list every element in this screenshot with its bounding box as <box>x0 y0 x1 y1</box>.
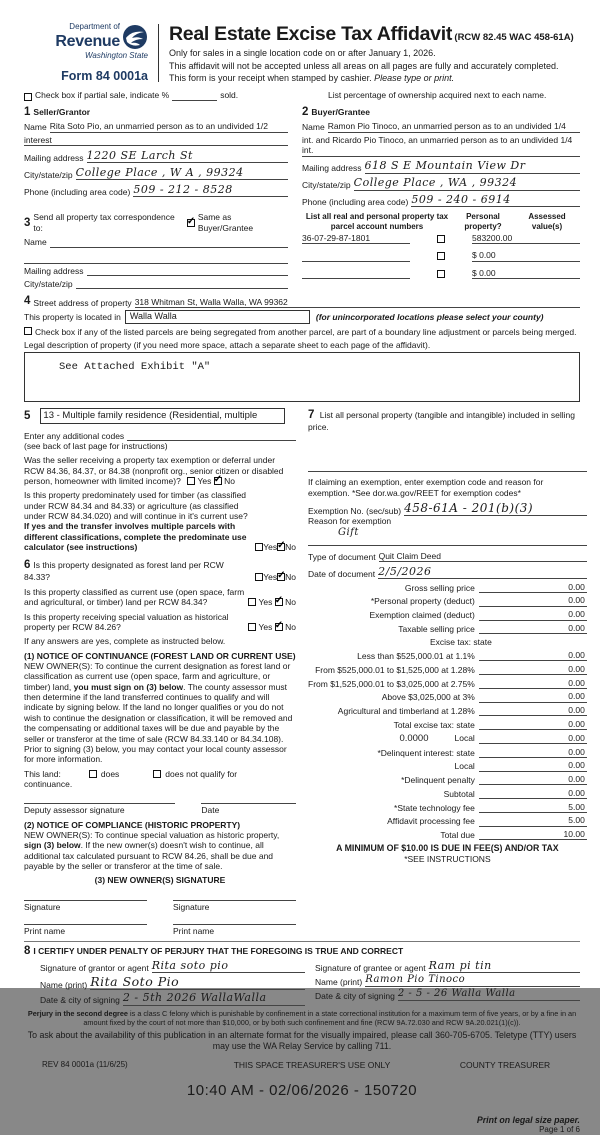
header-divider <box>158 24 159 82</box>
tax-line-label: Taxable selling price <box>398 623 475 634</box>
tax-line-value[interactable]: 0.00 <box>479 650 587 661</box>
form-header <box>24 22 580 84</box>
section4-number: 4 <box>24 295 31 308</box>
parcel-row <box>302 233 580 244</box>
section8-number: 8 <box>24 944 31 957</box>
buyer-mailing-field[interactable]: 618 S E Mountain View Dr <box>365 159 580 173</box>
parcel-row <box>302 250 580 261</box>
assessed-value-col-header: Assessed value(s) <box>528 212 566 232</box>
forest-land-question: 6 Is this property designated as forest land per RCW 84.33? Yes ✓ No <box>24 559 296 583</box>
section2-title: Buyer/Grantee <box>311 106 370 117</box>
corr-name-label: Name <box>24 237 47 248</box>
section3-number: 3 <box>24 216 31 229</box>
seller-phone-field[interactable]: 509 - 212 - 8528 <box>133 183 288 197</box>
personal-property-field[interactable] <box>308 462 587 472</box>
corr-mailing-label: Mailing address <box>24 266 84 277</box>
title-rcw-ref: (RCW 82.45 WAC 458-61A) <box>454 32 574 43</box>
legal-description-field[interactable]: See Attached Exhibit "A" <box>24 352 580 402</box>
section6-number: 6 <box>24 559 31 572</box>
s6q3-yes-checkbox[interactable] <box>248 623 256 631</box>
grantor-sig-label: Signature of grantor or agent <box>40 962 149 973</box>
legal-description-label: Legal description of property (if you need more space, attach a separate sheet to each page of the affidavit). <box>24 339 431 350</box>
partial-sale-label: Check box if partial sale, indicate % <box>35 90 170 101</box>
tax-line-label: 0.0000 Local <box>399 732 475 744</box>
exemption-no-label: Exemption No. (sec/sub) <box>308 505 402 516</box>
notice-continuance-title: (1) NOTICE OF CONTINUANCE (FOREST LAND OR CURRENT USE) <box>24 650 296 661</box>
owner-signature-field-2[interactable]: Signature <box>173 900 296 912</box>
section1-title: Seller/Grantor <box>33 106 91 117</box>
tax-line-label: Above $3,025,000 at 3% <box>381 692 475 703</box>
county-treasurer-label: COUNTY TREASURER <box>459 1059 551 1070</box>
section5-number: 5 <box>24 409 31 422</box>
same-as-buyer-label: Same as Buyer/Grantee <box>197 212 254 233</box>
owner-signature-field-1[interactable]: Signature <box>24 900 147 912</box>
current-use-question: Is this property classified as current use (open space, farm and agricultural, or timber) land per RCW 84.34? Yes ✓ No <box>24 586 296 608</box>
tax-line-label: Affidavit processing fee <box>387 816 475 827</box>
tax-line-value[interactable]: 0.00 <box>479 609 587 620</box>
seller-name-field[interactable]: Rita Soto Pio, an unmarried person as to an undivided 1/2 <box>50 121 288 132</box>
see-back-note: (see back of last page for instructions) <box>24 440 168 451</box>
parcel-number-field-3[interactable] <box>302 269 410 279</box>
parcel-number-field-2[interactable] <box>302 252 410 262</box>
tax-line-value[interactable]: 5.00 <box>479 815 587 826</box>
buyer-city-field[interactable]: College Place , WA , 99324 <box>354 176 580 190</box>
s6q2-no-checkbox[interactable]: ✓ <box>274 595 284 607</box>
same-as-buyer-checkbox[interactable]: ✓ <box>186 215 196 227</box>
tax-line-label: Less than $525,000.01 at 1.1% <box>357 651 475 662</box>
tax-line-label: Local <box>454 761 475 772</box>
parcel-col-header: List all real and personal property tax parcel account numbers <box>305 212 449 232</box>
page-number: Page 1 of 6 <box>539 1125 580 1135</box>
tax-line-label: Total due <box>440 830 475 840</box>
dor-swirl-icon <box>122 24 148 50</box>
land-qualify-row: This land: does does not qualify for <box>24 768 238 779</box>
land-does-checkbox[interactable] <box>89 770 97 778</box>
personal-property-checkbox-1[interactable] <box>437 235 445 243</box>
tax-line-label: Agricultural and timberland at 1.28% <box>337 706 475 717</box>
corr-name-field[interactable] <box>50 238 288 248</box>
notice-compliance-text: NEW OWNER(S): To continue special valuation as historic property, sign (3) below. If the new owner(s) doesn't wish to continue, all additional tax calculated pursuant to RCW 84.26, shall be due and payable by the seller or transferor at the time of sale. <box>24 830 280 872</box>
section7-number: 7 <box>308 408 315 421</box>
s5q2-yes-checkbox[interactable] <box>255 543 263 551</box>
buyer-city-label: City/state/zip <box>302 180 351 191</box>
form-number: Form 84 0001a <box>61 69 148 84</box>
seller-mailing-label: Mailing address <box>24 152 84 163</box>
section3-label: Send all property tax correspondence to: <box>33 212 175 233</box>
section-land-use-code <box>24 408 296 424</box>
tax-line-value[interactable]: 0.00 <box>479 719 587 730</box>
land-does-not-checkbox[interactable] <box>153 770 161 778</box>
s6q1-no-checkbox[interactable]: ✓ <box>277 570 286 582</box>
seller-name-label: Name <box>24 122 47 133</box>
treasurer-space-label: THIS SPACE TREASURER'S USE ONLY <box>233 1059 391 1070</box>
tax-line-value[interactable]: 0.00 <box>479 705 587 716</box>
street-address-label: Street address of property <box>33 297 132 308</box>
corr-city-field[interactable] <box>76 279 288 289</box>
tax-line-label: From $525,000.01 to $1,525,000 at 1.28% <box>315 664 475 675</box>
header-note-2: This affidavit will not be accepted unless all areas on all pages are fully and accurately completed. <box>169 60 559 71</box>
section-tax-correspondence <box>24 212 288 289</box>
header-note-1: Only for sales in a single location code on or after January 1, 2026. <box>169 48 436 59</box>
s6q2-yes-checkbox[interactable] <box>248 598 256 606</box>
tax-line-value[interactable]: 0.00 <box>479 774 587 785</box>
deputy-date-field[interactable]: Date <box>201 803 296 815</box>
doc-type-field[interactable]: Quit Claim Deed <box>379 551 587 562</box>
seller-phone-label: Phone (including area code) <box>24 186 131 197</box>
section-certify <box>24 941 580 1006</box>
partial-sale-checkbox[interactable] <box>24 93 32 101</box>
grantor-print-label: Name (print) <box>40 979 88 990</box>
dor-logo-block <box>24 22 156 84</box>
grantee-date-field[interactable]: 2 - 5 - 26 Walla Walla <box>398 988 580 1001</box>
tax-line-label: Exemption claimed (deduct) <box>369 610 475 621</box>
street-address-field[interactable]: 318 Whitman St, Walla Walla, WA 99362 <box>135 297 580 308</box>
buyer-name-field-2[interactable]: int. and Ricardo Pio Tinoco, an unmarried person as to an undivided 1/4 int. <box>302 135 580 157</box>
minimum-fee-note: A MINIMUM OF $10.00 IS DUE IN FEE(S) AND/OR TAX <box>336 843 559 854</box>
deputy-assessor-signature-field[interactable]: Deputy assessor signature <box>24 803 175 815</box>
header-note-3: This form is your receipt when stamped by cashier. Please type or print. <box>169 73 455 84</box>
section1-number: 1 <box>24 105 31 118</box>
personal-property-col-header: Personal property? <box>464 212 502 232</box>
located-in-note: (for unincorporated locations please select your county) <box>315 312 544 323</box>
assessed-value-field-3[interactable]: $ 0.00 <box>472 268 580 279</box>
reason-exemption-field[interactable]: Gift <box>338 526 359 538</box>
tax-line-label: *Delinquent penalty <box>401 775 475 785</box>
page-title: Real Estate Excise Tax Affidavit <box>169 23 453 45</box>
revenue-wordmark: Revenue <box>55 32 120 50</box>
notice-continuance-text: NEW OWNER(S): To continue the current designation as forest land or classification as current use (open space, farm and agriculture, or timber) land, you must sign on (3) below. The county assessor must then determine if the land transferred continues to qualify and will indicate by signing below. If the land no longer qualifies or you do not wish to continue the designation or classification, it will be removed and the compensating or additional taxes will be due and payable by the seller or transferor at the time of sale (RCW 84.33.140 or 84.34.108). Prior to signing (3) below, you may contact your local county assessor for more information. <box>24 661 293 765</box>
grantor-date-field[interactable]: 2 - 5th 2026 WallaWalla <box>123 991 305 1005</box>
washington-state-label: Washington State <box>84 51 148 61</box>
partial-sale-percent-field[interactable] <box>172 91 217 101</box>
tax-line-value[interactable]: 0.00 <box>479 733 587 744</box>
seller-exemption-question: Was the seller receiving a property tax exemption or deferral under RCW 84.36, 84.37, or 84.38 (nonprofit org., senior citizen or disabled person, homeowner with limited income)? Yes ✓ No <box>24 455 284 486</box>
segregated-label: Check box if any of the listed parcels are being segregated from another parcel, are part of a boundary line adjustment or parcels being merged. <box>35 327 577 338</box>
buyer-name-field[interactable]: Ramon Pio Tinoco, an unmarried person as to an undivided 1/4 <box>328 121 580 132</box>
buyer-mailing-label: Mailing address <box>302 163 362 174</box>
tax-line-value[interactable]: 10.00 <box>479 829 587 840</box>
tax-line-value[interactable]: 0.00 <box>479 595 587 606</box>
rev-number: REV 84 0001a (11/6/25) <box>42 1059 128 1069</box>
tax-line-label: Total excise tax: state <box>393 719 475 730</box>
tax-line-label: Gross selling price <box>404 582 475 593</box>
additional-codes-label: Enter any additional codes <box>24 430 125 441</box>
additional-codes-field[interactable] <box>127 431 296 441</box>
new-owner-signature-title: (3) NEW OWNER(S) SIGNATURE <box>94 875 226 886</box>
exemption-no-field[interactable]: 458-61A - 201(b)(3) <box>404 501 587 517</box>
certify-title: I CERTIFY UNDER PENALTY OF PERJURY THAT THE FOREGOING IS TRUE AND CORRECT <box>33 945 404 956</box>
doc-date-field[interactable]: 2/5/2026 <box>378 565 587 579</box>
tax-line-label: *Personal property (deduct) <box>370 596 475 607</box>
personal-property-checkbox-3[interactable] <box>437 270 445 278</box>
tax-line-value[interactable]: 0.00 <box>479 760 587 771</box>
corr-name-field-2[interactable] <box>24 254 288 264</box>
tax-line-value[interactable]: 0.00 <box>479 664 587 675</box>
treasurer-stamp: 10:40 AM - 02/06/2026 - 150720 <box>186 1082 418 1100</box>
tax-line-label: *Delinquent interest: state <box>377 747 475 758</box>
seller-city-field[interactable]: College Place , W A , 99324 <box>76 166 288 180</box>
local-rate-value[interactable]: 0.0000 <box>399 732 429 744</box>
corr-mailing-field[interactable] <box>87 266 288 276</box>
historic-question: Is this property receiving special valuation as historical property per RCW 84.26? Yes ✓ No <box>24 611 296 632</box>
s6q1-yes-checkbox[interactable] <box>255 573 263 581</box>
tax-line-label: From $1,525,000.01 to $3,025,000 at 2.75% <box>308 678 475 689</box>
tax-line-value[interactable]: 0.00 <box>479 678 587 689</box>
section-seller-grantor <box>24 105 288 208</box>
exemption-note: If claiming an exemption, enter exemption code and reason for exemption. *See dor.wa.gov/REET for exemption codes* <box>308 477 544 498</box>
timber-question: Is this property predominately used for timber (as classified under RCW 84.34 and 84.33) or agriculture (as classified under RCW 84.34.020) and will continue in it's current use? If yes and the transfer involves multiple parcels with different classifications, complete the predominate use calculator (see instructions) Yes ✓ No <box>24 490 296 553</box>
section-personal-property <box>308 408 587 432</box>
continuance-label: continuance. <box>24 778 73 789</box>
parcel-row <box>302 268 580 279</box>
doc-date-label: Date of document <box>308 568 376 579</box>
personal-property-checkbox-2[interactable] <box>437 252 445 260</box>
print-size-note: Print on legal size paper. <box>476 1114 580 1125</box>
tax-line-value[interactable]: 0.00 <box>479 582 587 593</box>
grantee-print-name-field[interactable]: Ramon Pio Tinoco <box>365 974 580 987</box>
grantor-signature-field[interactable]: Rita soto pio <box>152 959 305 973</box>
grantee-sig-label: Signature of grantee or agent <box>315 962 426 973</box>
tax-line-label: *State technology fee <box>394 802 475 813</box>
land-use-code-select[interactable]: 13 - Multiple family residence (Residential, multiple <box>40 408 285 424</box>
assessed-value-field-2[interactable]: $ 0.00 <box>472 250 580 261</box>
tax-line-value[interactable]: 0.00 <box>479 691 587 702</box>
seller-name-field-2[interactable]: interest <box>24 135 288 146</box>
grantee-date-label: Date & city of signing <box>315 990 395 1001</box>
located-in-label: This property is located in <box>24 312 121 323</box>
personal-property-intro: List all personal property (tangible and intangible) included in selling price. <box>308 409 575 432</box>
tax-line-value[interactable]: 0.00 <box>479 747 587 758</box>
grantee-print-label: Name (print) <box>315 976 363 987</box>
partial-sale-sold-label: sold. <box>220 90 239 101</box>
see-instructions-note: *SEE INSTRUCTIONS <box>404 854 491 865</box>
owner-print-name-field-1[interactable]: Print name <box>24 924 147 936</box>
tax-line-value[interactable]: 0.00 <box>479 623 587 634</box>
buyer-name-label: Name <box>302 122 325 133</box>
corr-city-label: City/state/zip <box>24 278 73 289</box>
if-yes-note: If any answers are yes, complete as instructed below. <box>24 636 226 647</box>
county-select[interactable]: Walla Walla <box>125 310 310 324</box>
excise-tax-state-header: Excise tax: state <box>429 637 492 648</box>
seller-mailing-field[interactable]: 1220 SE Larch St <box>87 149 288 163</box>
parcel-table <box>302 212 580 289</box>
alternate-format-note: To ask about the availability of this publication in an alternate format for the visually impaired, please call 360-705-6705. Teletype (TTY) users may use the WA Relay Service by calling 711. <box>27 1030 577 1052</box>
parcel-number-field[interactable]: 36-07-29-87-1801 <box>302 233 410 244</box>
seller-city-label: City/state/zip <box>24 169 73 180</box>
reason-exemption-label: Reason for exemption <box>308 516 392 527</box>
doc-type-label: Type of document <box>308 552 376 563</box>
buyer-phone-label: Phone (including area code) <box>302 197 409 208</box>
buyer-phone-field[interactable]: 509 - 240 - 6914 <box>411 193 580 207</box>
s5q2-no-checkbox[interactable]: ✓ <box>277 540 286 552</box>
tax-line-label: Subtotal <box>443 788 475 799</box>
section-property-address <box>24 294 580 402</box>
tax-line-value[interactable]: 5.00 <box>479 802 587 813</box>
tax-line-value[interactable]: 0.00 <box>479 788 587 799</box>
perjury-note: Perjury in the second degree is a class C felony which is punishable by confinement in a state correctional institution for a maximum term of five years, or by a fine in an amount fixed by the court of not more than $10,000, or by both such confinement and fine (RCW 9A.72.030 and RCW 9A.20.021(1)(c)). <box>27 1008 577 1027</box>
dept-of-label: Department of <box>69 22 120 31</box>
ownership-note: List percentage of ownership acquired next to each name. <box>328 90 547 101</box>
notice-compliance-title: (2) NOTICE OF COMPLIANCE (HISTORIC PROPERTY) <box>24 819 241 830</box>
section-buyer-grantee <box>302 105 580 208</box>
section2-number: 2 <box>302 105 309 118</box>
grantor-date-label: Date & city of signing <box>40 995 120 1006</box>
owner-print-name-field-2[interactable]: Print name <box>173 924 296 936</box>
grantor-print-name-field[interactable]: Rita Soto Pio <box>90 974 305 990</box>
s5q1-yes-checkbox[interactable] <box>187 477 195 485</box>
grantee-signature-field[interactable]: Ram pi tin <box>429 959 580 973</box>
s5q1-no-checkbox[interactable]: ✓ <box>213 473 223 485</box>
assessed-value-field-1[interactable]: 583200.00 <box>472 233 580 244</box>
s6q3-no-checkbox[interactable]: ✓ <box>274 619 284 631</box>
segregated-checkbox[interactable] <box>24 327 32 335</box>
